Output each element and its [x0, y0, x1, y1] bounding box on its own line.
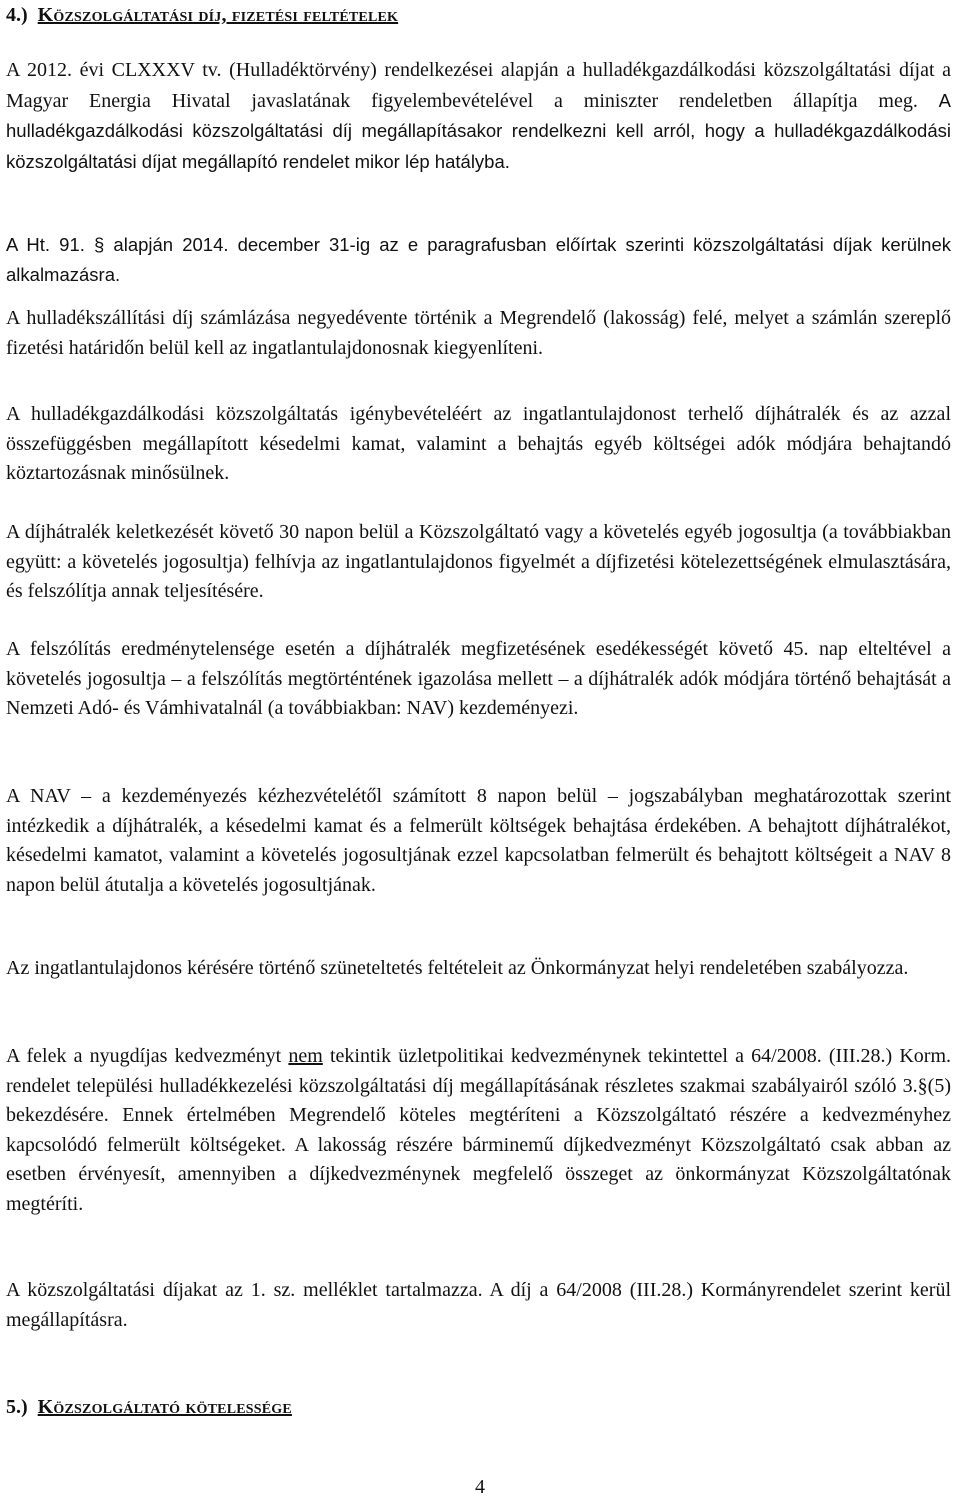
- paragraph-dijak-melleklet: A közszolgáltatási díjakat az 1. sz. melléklet tartalmazza. A díj a 64/2008 (III.28.) Kormányrendelet szerint kerül megállapításra.: [6, 1279, 951, 1331]
- page-number: 4: [475, 1476, 485, 1498]
- paragraph-ht-91-part-1: A Ht. 91.: [6, 234, 95, 255]
- paragraph-symbol-2: §: [917, 1074, 928, 1097]
- paragraph-ht-91-part-2: alapján 2014. december 31-ig az e paragrafusban előírtak szerinti közszolgáltatási díjak kerülnek alkalmazásra.: [6, 234, 951, 285]
- paragraph-nyugdijas-part-2: tekintik üzletpolitikai kedvezménynek tekintettel a 64/2008. (III.28.) Korm. rendelet települési hulladékkezelési közszolgáltatási díj megállapításának részletes szakmai szabályairól szóló 3.: [6, 1045, 951, 1097]
- paragraph-szamlazas: A hulladékszállítási díj számlázása negyedévente történik a Megrendelő (lakosság) felé, melyet a számlán szereplő fizetési határidőn belül kell az ingatlantulajdonosnak kiegyenlíteni.: [6, 307, 951, 359]
- section-5-title: Közszolgáltató kötelessége: [37, 1396, 292, 1418]
- section-4-title: Közszolgáltatási díj, fizetési feltételek: [37, 4, 399, 26]
- paragraph-nyugdijas-part-1: A felek a nyugdíjas kedvezményt: [6, 1045, 289, 1067]
- paragraph-szuneteltetes: Az ingatlantulajdonos kérésére történő szüneteltetés feltételeit az Önkormányzat helyi rendeletében szabályozza.: [6, 957, 909, 979]
- paragraph-symbol: §: [94, 234, 105, 255]
- paragraph-hulladektorveny-part-1: A 2012. évi CLXXXV tv. (Hulladéktörvény) rendelkezései alapján a hulladékgazdálkodási közszolgáltatási díjat a Magyar Energia Hivatal javaslatának figyelembevételével a miniszter rendeletben állapítja meg.: [6, 59, 951, 112]
- section-4-heading: [6, 4, 398, 27]
- section-5-heading: [6, 1396, 292, 1419]
- paragraph-nyugdijas-kedvezmeny: [6, 1042, 951, 1219]
- section-4-number: 4.): [6, 4, 28, 26]
- paragraph-nyugdijas-part-3: (5) bekezdésére. Ennek értelmében Megrendelő köteles megtéríteni a Közszolgáltató részére a kedvezményhez kapcsolódó felmerült költségeket. A lakosság részére bárminemű díjkedvezményt Közszolgáltató csak abban az esetben érvényesít, amennyiben a díjkedvezménynek megfelelő összeget az önkormányzat Közszolgáltatónak megtéríti.: [6, 1074, 951, 1215]
- section-5-number: 5.): [6, 1396, 28, 1418]
- underlined-nem: nem: [288, 1045, 323, 1067]
- paragraph-ht-91: [6, 230, 951, 290]
- paragraph-hulladektorveny-part-2: A hulladékgazdálkodási közszolgáltatási díj megállapításakor rendelkezni kell arról, hogy a hulladékgazdálkodási közszolgáltatási díjat megállapító rendelet mikor lép hatályba.: [6, 89, 951, 172]
- paragraph-nav-behajtas: A NAV – a kezdeményezés kézhezvételétől számított 8 napon belül – jogszabályban meghatározottak szerint intézkedik a díjhátralék, a késedelmi kamat és a felmerült költségek behajtása érdekében. A behajtott díjhátralékot, késedelmi kamatot, valamint a követelés jogosultjának ezzel kapcsolatban felmerült és behajtott költségeit a NAV 8 napon belül átutalja a követelés jogosultjának.: [6, 785, 951, 896]
- paragraph-dijhatralek-felszolitas: A díjhátralék keletkezését követő 30 napon belül a Közszolgáltató vagy a követelés egyéb jogosultja (a továbbiakban együtt: a követelés jogosultja) felhívja az ingatlantulajdonos figyelmét a díjfizetési kötelezettségének elmulasztására, és felszólítja annak teljesítésére.: [6, 521, 951, 602]
- paragraph-hulladektorveny: [6, 56, 951, 177]
- paragraph-felszolitas-eredmenytelensege: A felszólítás eredménytelensége esetén a díjhátralék megfizetésének esedékességét követő 45. nap elteltével a követelés jogosultja – a felszólítás megtörténtének igazolása mellett – a díjhátralék adók módjára történő behajtását a Nemzeti Adó- és Vámhivatalnál (a továbbiakban: NAV) kezdeményezi.: [6, 638, 951, 719]
- paragraph-kozszolgaltatas-dijhatralek: A hulladékgazdálkodási közszolgáltatás igénybevételéért az ingatlantulajdonost terhelő díjhátralék és az azzal összefüggésben megállapított késedelmi kamat, valamint a behajtás egyéb költségei adók módjára behajtandó köztartozásnak minősülnek.: [6, 403, 951, 484]
